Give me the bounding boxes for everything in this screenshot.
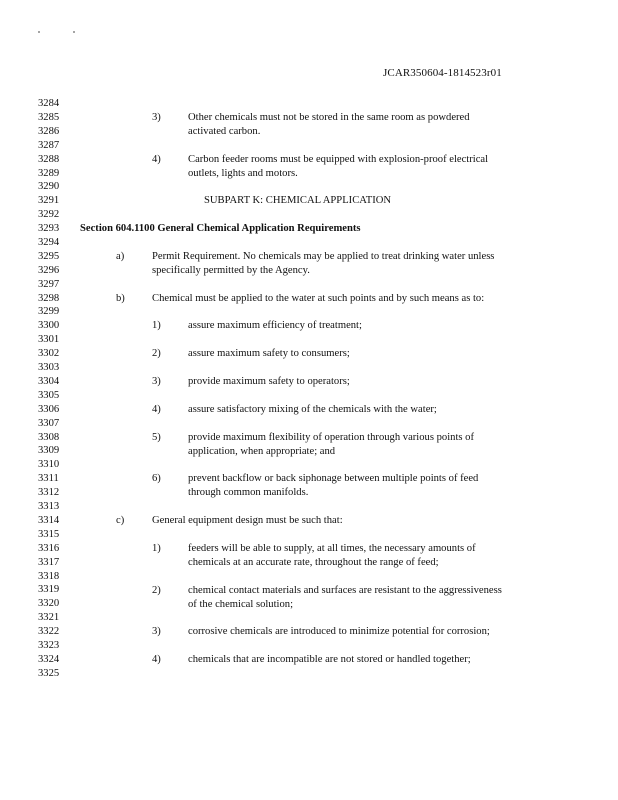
line-number: 3291	[38, 195, 60, 206]
line-number: 3321	[38, 612, 60, 623]
subsection-text: Permit Requirement. No chemicals may be applied to treat drinking water unless	[152, 251, 495, 262]
item-text: chemicals that are incompatible are not stored or handled together;	[188, 654, 471, 665]
subsection-label: a)	[116, 251, 125, 262]
line-number: 3325	[38, 668, 60, 679]
item-text: chemicals at an accurate rate, throughout the range of feed;	[188, 557, 439, 568]
line-number: 3315	[38, 529, 60, 540]
line-number: 3301	[38, 334, 60, 345]
item-text: provide maximum flexibility of operation through various points of	[188, 432, 474, 443]
item-text: feeders will be able to supply, at all times, the necessary amounts of	[188, 543, 476, 554]
line-number: 3308	[38, 432, 60, 443]
line-number: 3293	[38, 223, 60, 234]
line-number: 3295	[38, 251, 60, 262]
line-number: 3320	[38, 598, 60, 609]
line-number: 3319	[38, 584, 60, 595]
item-text: assure maximum efficiency of treatment;	[188, 320, 362, 331]
item-number: 5)	[152, 432, 161, 443]
line-number: 3292	[38, 209, 60, 220]
scan-artifact	[38, 31, 40, 33]
line-number: 3310	[38, 459, 60, 470]
line-number: 3300	[38, 320, 60, 331]
item-number: 3)	[152, 112, 161, 123]
item-number: 1)	[152, 543, 161, 554]
line-number: 3288	[38, 154, 60, 165]
line-number: 3302	[38, 348, 60, 359]
item-number: 3)	[152, 376, 161, 387]
line-number: 3313	[38, 501, 60, 512]
item-text: prevent backflow or back siphonage between multiple points of feed	[188, 473, 479, 484]
line-number: 3285	[38, 112, 60, 123]
line-number: 3298	[38, 293, 60, 304]
item-number: 2)	[152, 348, 161, 359]
line-number: 3324	[38, 654, 60, 665]
item-number: 1)	[152, 320, 161, 331]
line-number: 3299	[38, 306, 60, 317]
item-text: Other chemicals must not be stored in the same room as powdered	[188, 112, 470, 123]
subpart-title: SUBPART K: CHEMICAL APPLICATION	[204, 195, 392, 206]
subsection-text: General equipment design must be such that:	[152, 515, 343, 526]
scan-artifact	[73, 31, 75, 33]
document-id: JCAR350604-1814523r01	[383, 67, 502, 79]
line-number: 3305	[38, 390, 60, 401]
item-number: 4)	[152, 154, 161, 165]
item-number: 4)	[152, 404, 161, 415]
line-number: 3294	[38, 237, 60, 248]
line-number: 3312	[38, 487, 60, 498]
line-number: 3316	[38, 543, 60, 554]
line-number: 3286	[38, 126, 60, 137]
item-text: activated carbon.	[188, 126, 261, 137]
line-number: 3290	[38, 181, 60, 192]
line-number: 3323	[38, 640, 60, 651]
line-number: 3314	[38, 515, 60, 526]
line-number: 3306	[38, 404, 60, 415]
line-number: 3297	[38, 279, 60, 290]
line-number: 3289	[38, 168, 60, 179]
line-number: 3311	[38, 473, 59, 484]
item-number: 2)	[152, 585, 161, 596]
item-number: 4)	[152, 654, 161, 665]
subsection-label: c)	[116, 515, 125, 526]
item-number: 3)	[152, 626, 161, 637]
item-text: application, when appropriate; and	[188, 446, 336, 457]
item-text: outlets, lights and motors.	[188, 168, 298, 179]
line-number: 3296	[38, 265, 60, 276]
line-number: 3317	[38, 557, 60, 568]
line-number: 3307	[38, 418, 60, 429]
line-number: 3287	[38, 140, 60, 151]
subsection-text: Chemical must be applied to the water at such points and by such means as to:	[152, 293, 485, 304]
item-number: 6)	[152, 473, 161, 484]
item-text: Carbon feeder rooms must be equipped with explosion-proof electrical	[188, 154, 489, 165]
item-text: assure maximum safety to consumers;	[188, 348, 350, 359]
line-number: 3318	[38, 571, 60, 582]
line-number: 3284	[38, 98, 60, 109]
item-text: of the chemical solution;	[188, 599, 294, 610]
section-heading: Section 604.1100 General Chemical Application Requirements	[80, 223, 361, 234]
item-text: corrosive chemicals are introduced to minimize potential for corrosion;	[188, 626, 490, 637]
subsection-label: b)	[116, 293, 125, 304]
item-text: chemical contact materials and surfaces are resistant to the aggressiveness	[188, 585, 502, 596]
line-number: 3303	[38, 362, 60, 373]
item-text: assure satisfactory mixing of the chemicals with the water;	[188, 404, 437, 415]
item-text: provide maximum safety to operators;	[188, 376, 350, 387]
item-text: through common manifolds.	[188, 487, 309, 498]
line-number: 3309	[38, 445, 60, 456]
line-number: 3304	[38, 376, 60, 387]
subsection-text: specifically permitted by the Agency.	[152, 265, 310, 276]
line-number: 3322	[38, 626, 60, 637]
